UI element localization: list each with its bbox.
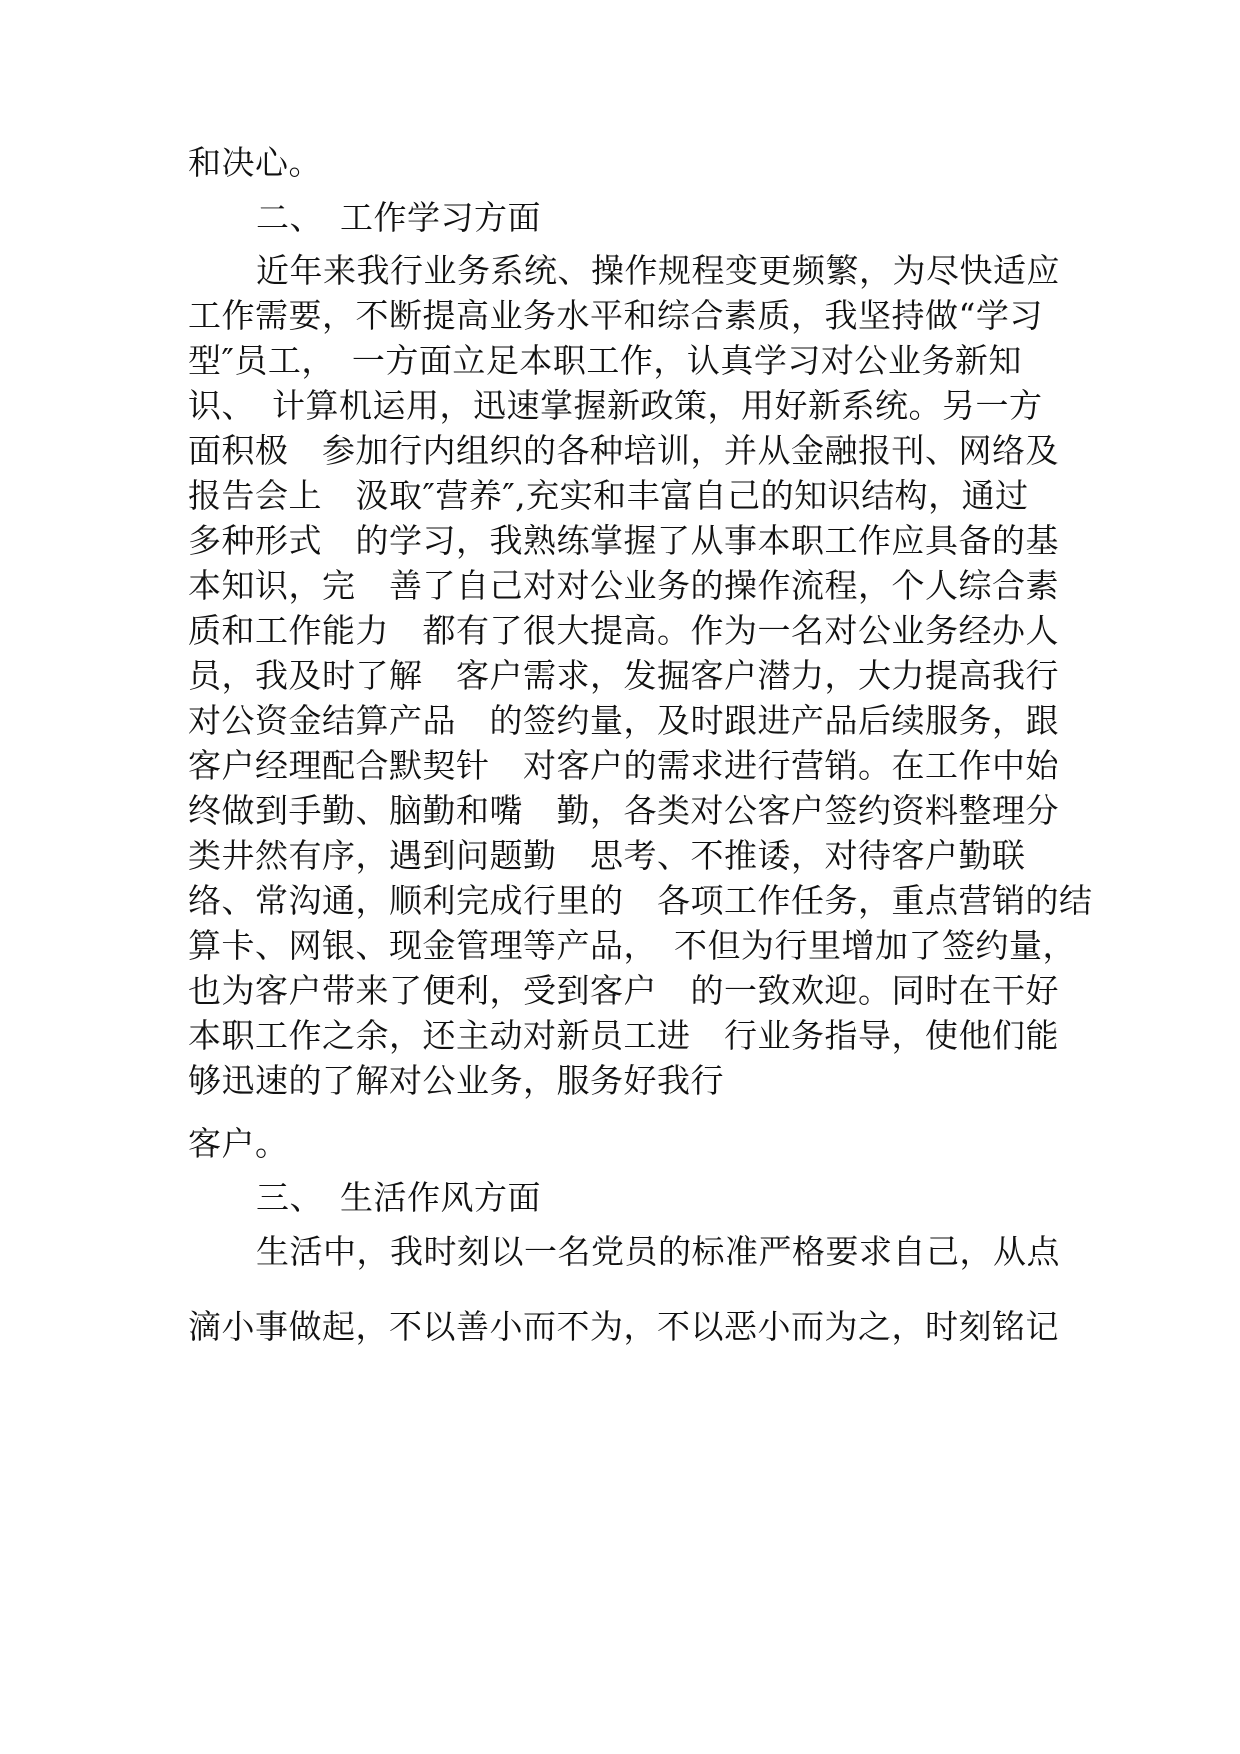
paragraph-line: 员，我及时了解 客户需求，发掘客户潜力，大力提高我行	[188, 656, 1059, 695]
paragraph-line: 客户经理配合默契针 对客户的需求进行营销。在工作中始	[188, 746, 1059, 785]
paragraph-line: 也为客户带来了便利，受到客户 的一致欢迎。同时在干好	[188, 971, 1059, 1010]
paragraph-line: 工作需要，不断提高业务水平和综合素质，我坚持做“学习	[188, 296, 1043, 335]
paragraph-line: 算卡、网银、现金管理等产品， 不但为行里增加了签约量，	[188, 926, 1076, 965]
paragraph-line: 络、常沟通，顺利完成行里的 各项工作任务，重点营销的结	[188, 881, 1093, 920]
section-heading-work-study: 二、 工作学习方面	[256, 198, 541, 237]
paragraph-line: 本知识，完 善了自己对对公业务的操作流程，个人综合素	[188, 566, 1059, 605]
section-heading-lifestyle: 三、 生活作风方面	[256, 1178, 541, 1217]
paragraph-line: 面积极 参加行内组织的各种培训，并从金融报刊、网络及	[188, 431, 1059, 470]
paragraph-line: 多种形式 的学习，我熟练掌握了从事本职工作应具备的基	[188, 521, 1059, 560]
paragraph-line: 对公资金结算产品 的签约量，及时跟进产品后续服务，跟	[188, 701, 1059, 740]
paragraph-line: 近年来我行业务系统、操作规程变更频繁，为尽快适应	[256, 251, 1060, 290]
paragraph-line: 识、 计算机运用，迅速掌握新政策，用好新系统。另一方	[188, 386, 1043, 425]
paragraph-line: 够迅速的了解对公业务，服务好我行	[188, 1061, 724, 1100]
paragraph-line: 终做到手勤、脑勤和嘴 勤，各类对公客户签约资料整理分	[188, 791, 1059, 830]
paragraph-line: 本职工作之余，还主动对新员工进 行业务指导，使他们能	[188, 1016, 1059, 1055]
paragraph-continuation: 和决心。	[188, 143, 322, 182]
paragraph-line: 生活中，我时刻以一名党员的标准严格要求自己，从点	[256, 1232, 1060, 1271]
paragraph-line: 报告会上 汲取″营养″,充实和丰富自己的知识结构，通过	[188, 476, 1029, 515]
paragraph-line: 滴小事做起，不以善小而不为，不以恶小而为之，时刻铭记	[188, 1307, 1059, 1346]
paragraph-line: 型″员工， 一方面立足本职工作，认真学习对公业务新知	[188, 341, 1022, 380]
paragraph-line: 质和工作能力 都有了很大提高。作为一名对公业务经办人	[188, 611, 1059, 650]
paragraph-line: 客户。	[188, 1124, 289, 1163]
paragraph-line: 类井然有序，遇到问题勤 思考、不推诿，对待客户勤联	[188, 836, 1026, 875]
